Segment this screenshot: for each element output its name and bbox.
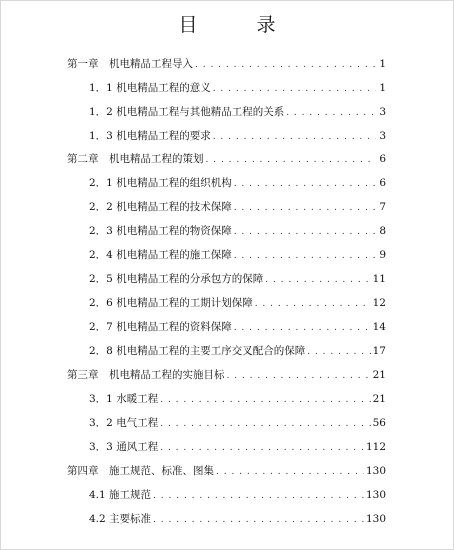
toc-section-3-2[interactable]	[89, 416, 386, 431]
toc-entry-label: 2．6 机电精品工程的工期计划保障	[89, 297, 253, 309]
toc-entry-label: 3．1 水暖工程	[89, 393, 159, 405]
toc-entry-label: 第二章 机电精品工程的策划	[67, 153, 204, 165]
toc-entry-page: 112	[365, 441, 386, 453]
toc-entry-page: 8	[379, 225, 386, 237]
toc-entry-label: 2．7 机电精品工程的资料保障	[89, 321, 232, 333]
toc-entry-page: 3	[379, 130, 386, 142]
toc-section-2-7[interactable]	[89, 320, 386, 335]
dot-leader	[234, 225, 376, 239]
toc-chapter-1[interactable]	[67, 57, 386, 72]
page-title: 目 录	[178, 14, 296, 36]
toc-entry-page: 9	[379, 249, 386, 261]
toc-section-2-2[interactable]	[89, 200, 386, 215]
toc-entry-page: 6	[379, 177, 386, 189]
toc-entry-label: 4.2 主要标准	[89, 513, 152, 525]
toc-entry-label: 第三章 机电精品工程的实施目标	[67, 369, 225, 381]
toc-chapter-4[interactable]	[67, 464, 386, 479]
dot-leader	[213, 130, 376, 144]
dot-leader	[227, 369, 371, 383]
toc-entry-page: 14	[372, 321, 386, 333]
dot-leader	[286, 106, 376, 120]
toc-entry-page: 130	[365, 513, 386, 525]
toc-section-2-6[interactable]	[89, 296, 386, 311]
dot-leader	[153, 489, 364, 503]
dot-leader	[153, 513, 364, 527]
toc-section-2-1[interactable]	[89, 176, 386, 191]
toc-entry-page: 130	[365, 489, 386, 501]
toc-entry-label: 4.1 施工规范	[89, 489, 152, 501]
dot-leader	[234, 177, 376, 191]
toc-entry-page: 17	[372, 345, 386, 357]
dot-leader	[160, 441, 364, 455]
toc-entry-label: 第四章 施工规范、标准、图集	[67, 465, 214, 477]
dot-leader	[255, 297, 371, 311]
toc-entry-page: 11	[372, 273, 386, 285]
toc-chapter-3[interactable]	[67, 368, 386, 383]
toc-section-1-3[interactable]	[89, 129, 386, 144]
toc-entry-label: 2．1 机电精品工程的组织机构	[89, 177, 232, 189]
toc-entry-label: 2．8 机电精品工程的主要工序交叉配合的保障	[89, 345, 306, 357]
toc-entry-label: 1．2 机电精品工程与其他精品工程的关系	[89, 106, 285, 118]
toc-entry-page: 21	[372, 393, 386, 405]
toc-section-3-3[interactable]	[89, 440, 386, 455]
dot-leader	[216, 465, 364, 479]
toc-section-2-8[interactable]	[89, 344, 386, 359]
toc-entry-page: 6	[379, 153, 386, 165]
toc-section-4-2[interactable]	[89, 512, 386, 527]
toc-chapter-2[interactable]	[67, 152, 386, 167]
dot-leader	[307, 345, 370, 359]
toc-entry-label: 2．2 机电精品工程的技术保障	[89, 201, 232, 213]
toc-entry-page: 1	[379, 82, 386, 94]
toc-entry-label: 2．5 机电精品工程的分承包方的保障	[89, 273, 264, 285]
toc-section-1-2[interactable]	[89, 105, 386, 120]
toc-section-4-1[interactable]	[89, 488, 386, 503]
toc-entry-page: 130	[365, 465, 386, 477]
dot-leader	[234, 249, 376, 263]
toc-entry-page: 7	[379, 201, 386, 213]
toc-entry-label: 3．3 通风工程	[89, 441, 159, 453]
toc-section-1-1[interactable]	[89, 81, 386, 96]
toc-section-2-3[interactable]	[89, 224, 386, 239]
toc-entry-label: 3．2 电气工程	[89, 417, 159, 429]
toc-entry-label: 1．3 机电精品工程的要求	[89, 130, 211, 142]
dot-leader	[234, 201, 376, 215]
dot-leader	[160, 417, 370, 431]
dot-leader	[160, 393, 370, 407]
toc-entry-label: 2．4 机电精品工程的施工保障	[89, 249, 232, 261]
toc-section-2-4[interactable]	[89, 248, 386, 263]
toc-entry-label: 1．1 机电精品工程的意义	[89, 82, 211, 94]
toc-entry-page: 21	[372, 369, 386, 381]
dot-leader	[213, 82, 376, 96]
toc-entry-page: 56	[372, 417, 386, 429]
toc-entry-label: 2．3 机电精品工程的物资保障	[89, 225, 232, 237]
toc-entry-page: 3	[379, 106, 386, 118]
dot-leader	[265, 273, 370, 287]
dot-leader	[195, 58, 376, 72]
toc-entry-page: 1	[379, 58, 386, 70]
dot-leader	[234, 321, 371, 335]
toc-section-2-5[interactable]	[89, 272, 386, 287]
toc-entry-page: 12	[372, 297, 386, 309]
toc-section-3-1[interactable]	[89, 392, 386, 407]
dot-leader	[206, 153, 377, 167]
toc-entry-label: 第一章 机电精品工程导入	[67, 58, 193, 70]
